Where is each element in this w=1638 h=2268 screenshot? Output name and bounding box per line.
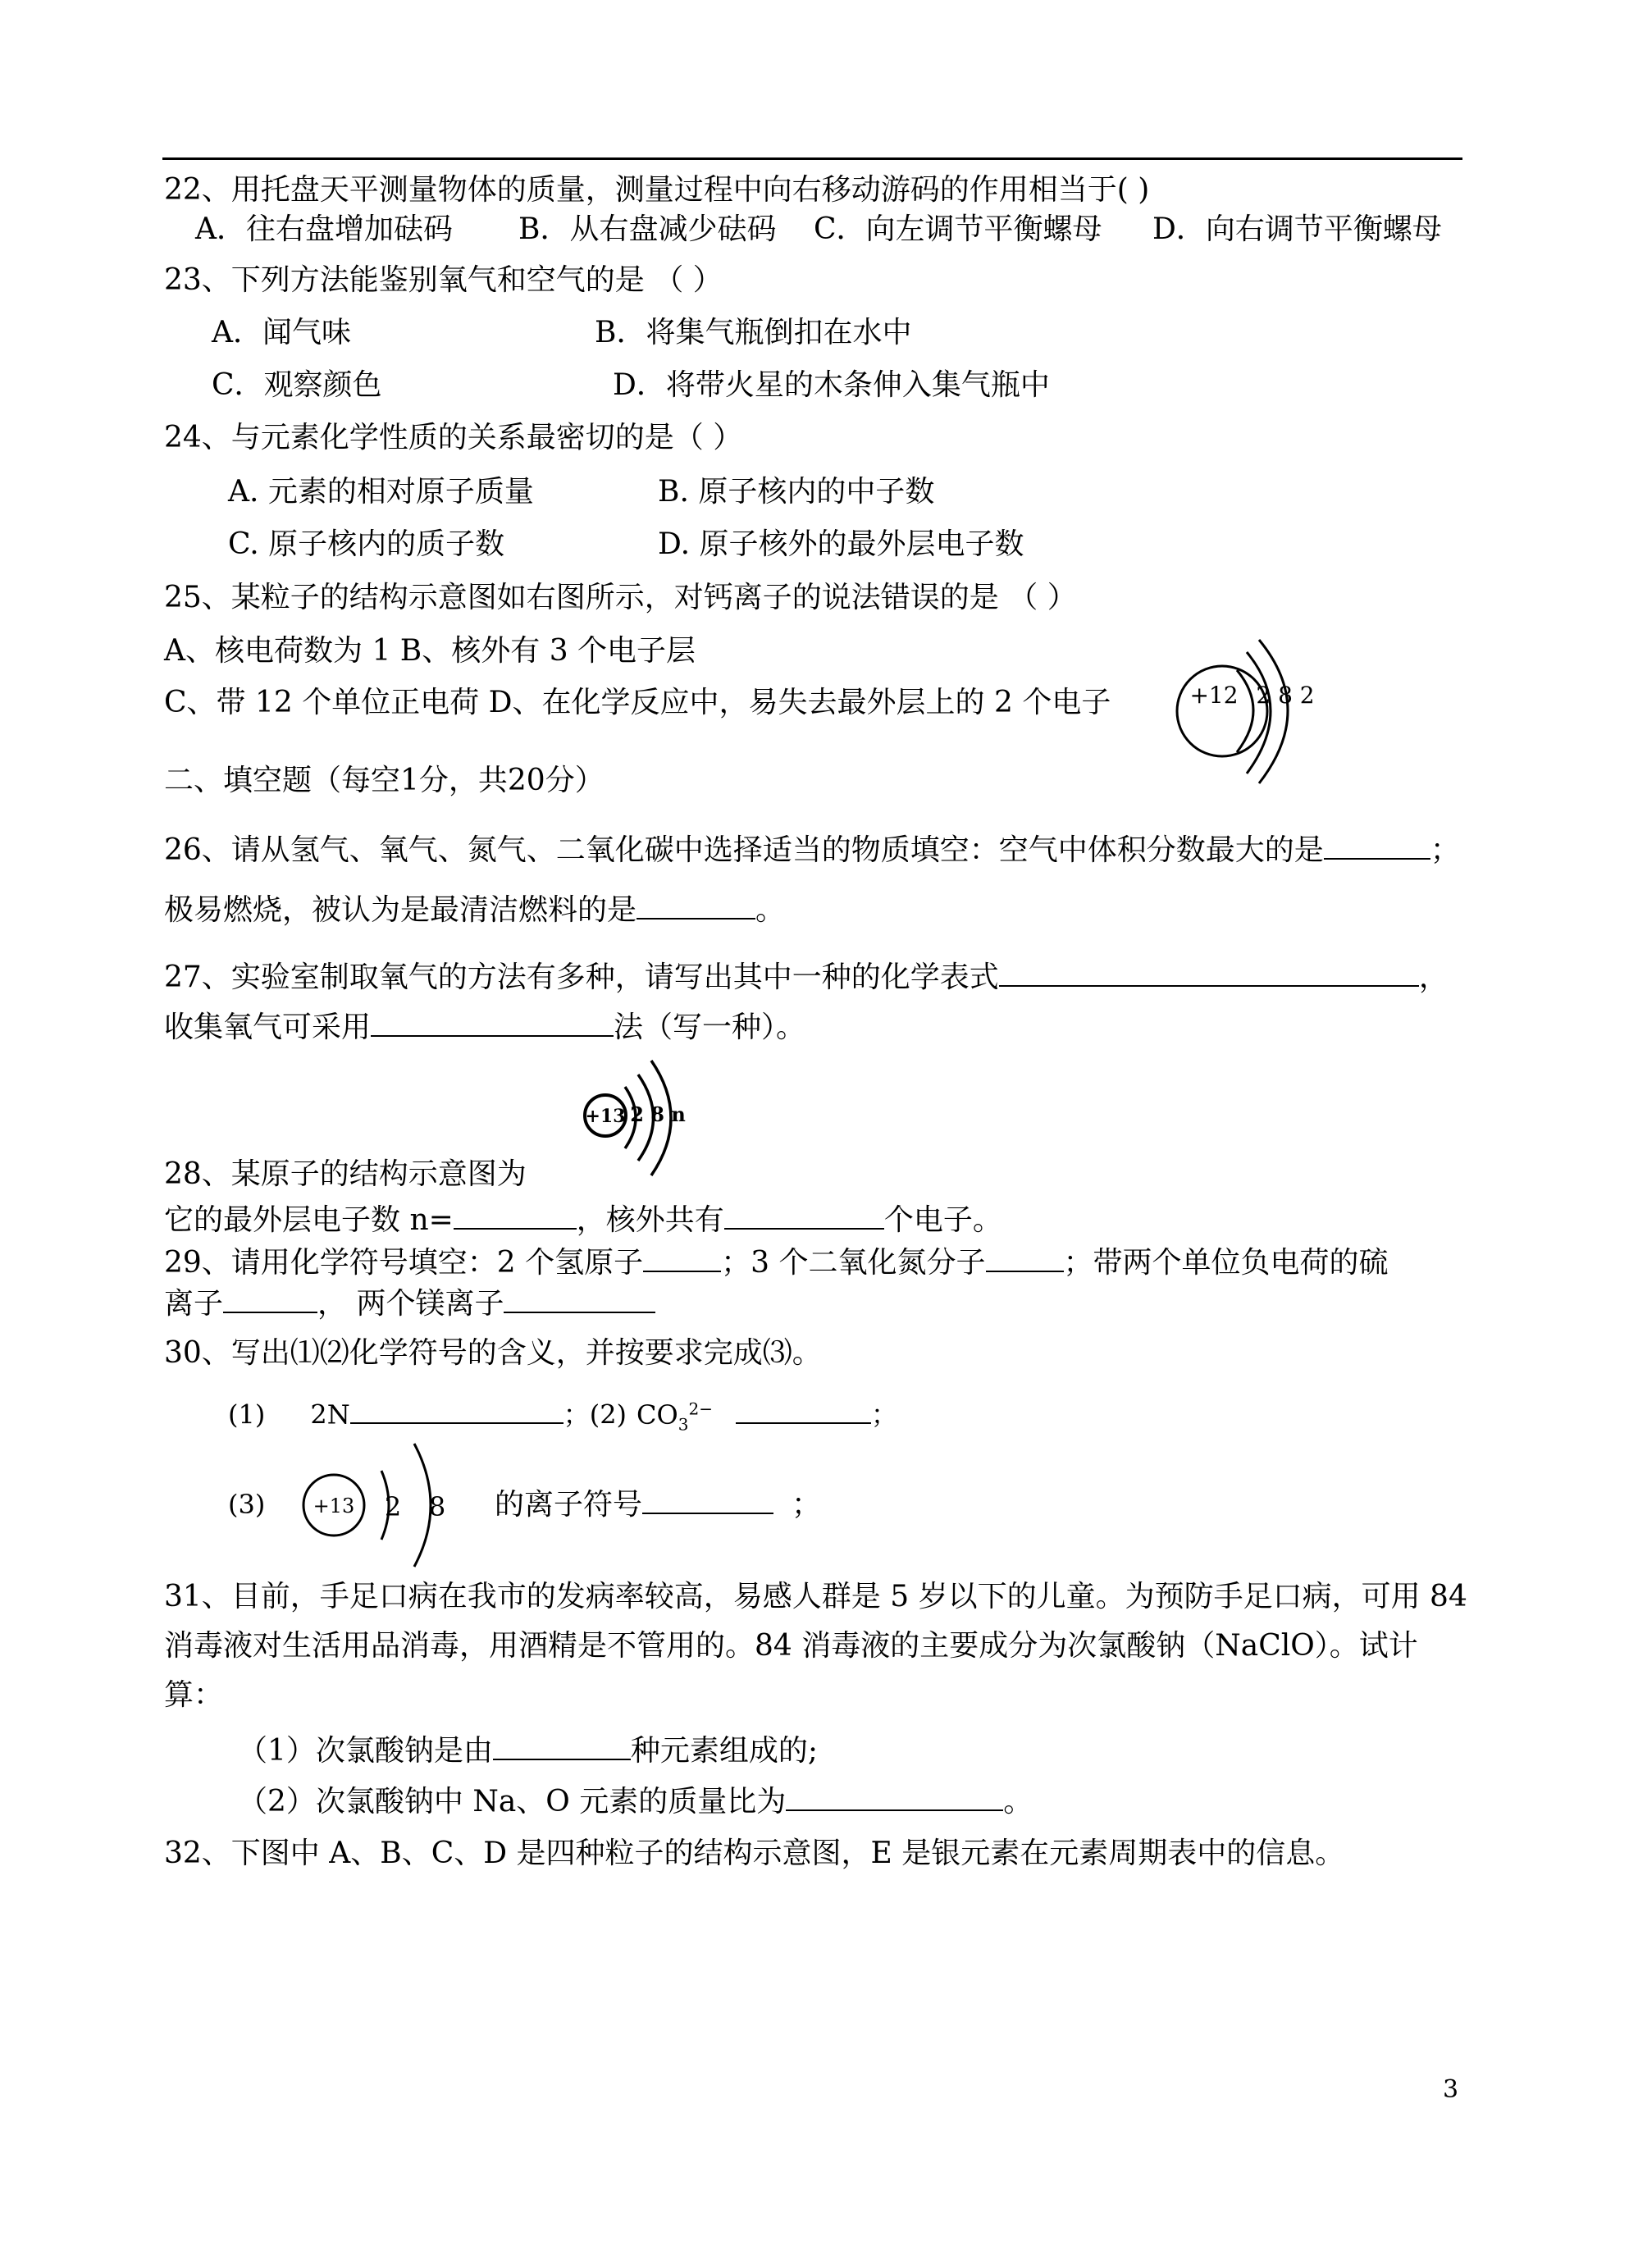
- q23-option-c: C．观察颜色: [212, 368, 382, 402]
- q28-blank-1[interactable]: [454, 1200, 577, 1230]
- q27-blank-1[interactable]: [999, 957, 1419, 987]
- q25-options-line2: C、带 12 个单位正电荷 D、在化学反应中，易失去最外层上的 2 个电子: [164, 686, 1111, 719]
- q30-item3-label: (3): [228, 1489, 266, 1520]
- q22-stem: 22、用托盘天平测量物体的质量，测量过程中向右移动游码的作用相当于( ): [164, 173, 1150, 207]
- q27-line1: [164, 957, 1449, 996]
- q30-shell2-electrons: 8: [428, 1491, 446, 1522]
- q25-stem: 25、某粒子的结构示意图如右图所示，对钙离子的说法错误的是 （ ）: [164, 581, 1077, 614]
- q23-option-a: A．闻气味: [212, 316, 351, 349]
- q31-sub1: [238, 1731, 818, 1769]
- q30-nucleus-charge: +13: [313, 1495, 355, 1517]
- header-rule: [162, 157, 1462, 160]
- q26-line2-text: 极易燃烧，被认为是最清洁燃料的是: [164, 893, 637, 927]
- q30-item1-label: (1): [228, 1399, 266, 1431]
- q26-line2: [164, 890, 785, 929]
- q27-line2: [164, 1007, 805, 1046]
- q30-sep: ；: [563, 1399, 590, 1431]
- q30-stem: 30、写出⑴⑵化学符号的含义，并按要求完成⑶。: [164, 1336, 822, 1370]
- q25-shell-arc-3: [1259, 640, 1288, 783]
- q29-blank-2[interactable]: [986, 1243, 1064, 1272]
- q23-option-d: D．将带火星的木条伸入集气瓶中: [613, 368, 1050, 402]
- q26-blank-1[interactable]: [1324, 830, 1430, 860]
- q25-options-line1: A、核电荷数为 1 B、核外有 3 个电子层: [164, 634, 696, 668]
- q30-blank-2[interactable]: [736, 1394, 871, 1424]
- q31-sub2-text-b: 。: [1003, 1785, 1033, 1819]
- q30-ion-diagram: [299, 1440, 463, 1571]
- q29-blank-3[interactable]: [223, 1284, 317, 1313]
- q31-line2: 消毒液对生活用品消毒，用酒精是不管用的。84 消毒液的主要成分为次氯酸钠（NaClO）。试计: [164, 1629, 1418, 1663]
- q28-nucleus-charge: +13: [585, 1106, 626, 1127]
- section-title-fill-in: 二、填空题（每空1分，共20分）: [164, 764, 605, 797]
- q29-text-c: ；带两个单位负电荷的硫: [1063, 1246, 1389, 1280]
- q29-text-e: ， 两个镁离子: [317, 1287, 504, 1321]
- q31-sub2: [238, 1782, 1033, 1820]
- q22-option-d: D．向右调节平衡螺母: [1152, 212, 1442, 246]
- q29-blank-4[interactable]: [504, 1284, 655, 1313]
- q31-sub2-text-a: （2）次氯酸钠中 Na、O 元素的质量比为: [238, 1785, 787, 1819]
- q26-line1-text: 26、请从氢气、氧气、氮气、二氧化碳中选择适当的物质填空：空气中体积分数最大的是: [164, 833, 1324, 867]
- page-number: 3: [1443, 2075, 1459, 2104]
- q24-option-b: B. 原子核内的中子数: [658, 475, 935, 509]
- q26-blank-2[interactable]: [636, 890, 755, 920]
- q25-nucleus-charge: +12: [1189, 682, 1239, 709]
- q31-blank-1[interactable]: [493, 1731, 631, 1760]
- q28-atom-diagram: [566, 1054, 714, 1185]
- q27-line2-text: 收集氧气可采用: [164, 1011, 372, 1044]
- q30-blank-3[interactable]: [642, 1485, 773, 1514]
- q23-option-b: B．将集气瓶倒扣在水中: [595, 316, 912, 349]
- q25-atom-diagram: [1165, 627, 1329, 792]
- q28-shell-electrons: 2 8 n: [630, 1102, 686, 1126]
- q31-sub1-text-a: （1）次氯酸钠是由: [238, 1734, 493, 1768]
- q26-line1: [164, 830, 1460, 869]
- q22-option-b: B．从右盘减少砝码: [518, 212, 777, 246]
- q30-shell1-electrons: 2: [384, 1491, 402, 1522]
- q30-item1-symbol: 2N: [310, 1399, 350, 1431]
- q26-line1-end: ；: [1430, 833, 1460, 867]
- q30-item2-label: (2): [589, 1399, 627, 1431]
- q28-line2-text-b: ，核外共有: [576, 1203, 724, 1237]
- q31-line3: 算：: [164, 1678, 224, 1712]
- q30-item3-end: ；: [792, 1488, 822, 1522]
- q26-line2-end: 。: [755, 893, 786, 927]
- q24-stem: 24、与元素化学性质的关系最密切的是（ ）: [164, 421, 743, 454]
- q31-blank-2[interactable]: [786, 1782, 1003, 1811]
- q24-option-c: C. 原子核内的质子数: [228, 527, 505, 561]
- q22-option-c: C．向左调节平衡螺母: [814, 212, 1102, 246]
- q28-line1: 28、某原子的结构示意图为: [164, 1157, 527, 1191]
- q31-sub1-text-b: 种元素组成的;: [630, 1734, 819, 1768]
- q27-line2-end: 法（写一种）。: [614, 1011, 806, 1044]
- q29-line1: [164, 1243, 1389, 1281]
- q27-line1-text: 27、实验室制取氧气的方法有多种，请写出其中一种的化学表式: [164, 961, 999, 994]
- q30-item2-end: ；: [870, 1399, 897, 1431]
- q25-shell-arc-1: [1237, 670, 1253, 752]
- q23-stem: 23、下列方法能鉴别氧气和空气的是 （ ）: [164, 263, 723, 297]
- q30-blank-1[interactable]: [350, 1394, 563, 1424]
- q27-line1-end: ，: [1418, 961, 1449, 994]
- q25-shell-electrons: 2 8 2: [1256, 682, 1315, 709]
- q28-line2-text-a: 它的最外层电子数 n=: [164, 1203, 454, 1237]
- q30-item2-symbol: $CO_3^{2-}$: [636, 1399, 713, 1435]
- q29-text-a: 29、请用化学符号填空：2 个氢原子: [164, 1246, 644, 1280]
- q29-line2: [164, 1284, 655, 1322]
- q30-item1: [228, 1390, 897, 1442]
- q30-item3-text: 的离子符号: [495, 1488, 643, 1522]
- q28-line2-text-c: 个电子。: [883, 1203, 1002, 1237]
- q24-option-a: A. 元素的相对原子质量: [228, 475, 534, 509]
- q29-text-b: ；3 个二氧化氮分子: [721, 1246, 986, 1280]
- q28-blank-2[interactable]: [724, 1200, 884, 1230]
- q22-option-a: A．往右盘增加砝码: [195, 212, 453, 246]
- q24-option-d: D. 原子核外的最外层电子数: [658, 527, 1024, 561]
- q31-line1: 31、目前，手足口病在我市的发病率较高，易感人群是 5 岁以下的儿童。为预防手足口病，可用 84: [164, 1580, 1467, 1613]
- q29-blank-1[interactable]: [643, 1243, 721, 1272]
- q29-text-d: 离子: [164, 1287, 224, 1321]
- q28-line2: [164, 1200, 1002, 1239]
- q27-blank-2[interactable]: [371, 1007, 614, 1037]
- q32-stem: 32、下图中 A、B、C、D 是四种粒子的结构示意图，E 是银元素在元素周期表中的信息。: [164, 1837, 1345, 1870]
- q30-item3: [495, 1485, 821, 1523]
